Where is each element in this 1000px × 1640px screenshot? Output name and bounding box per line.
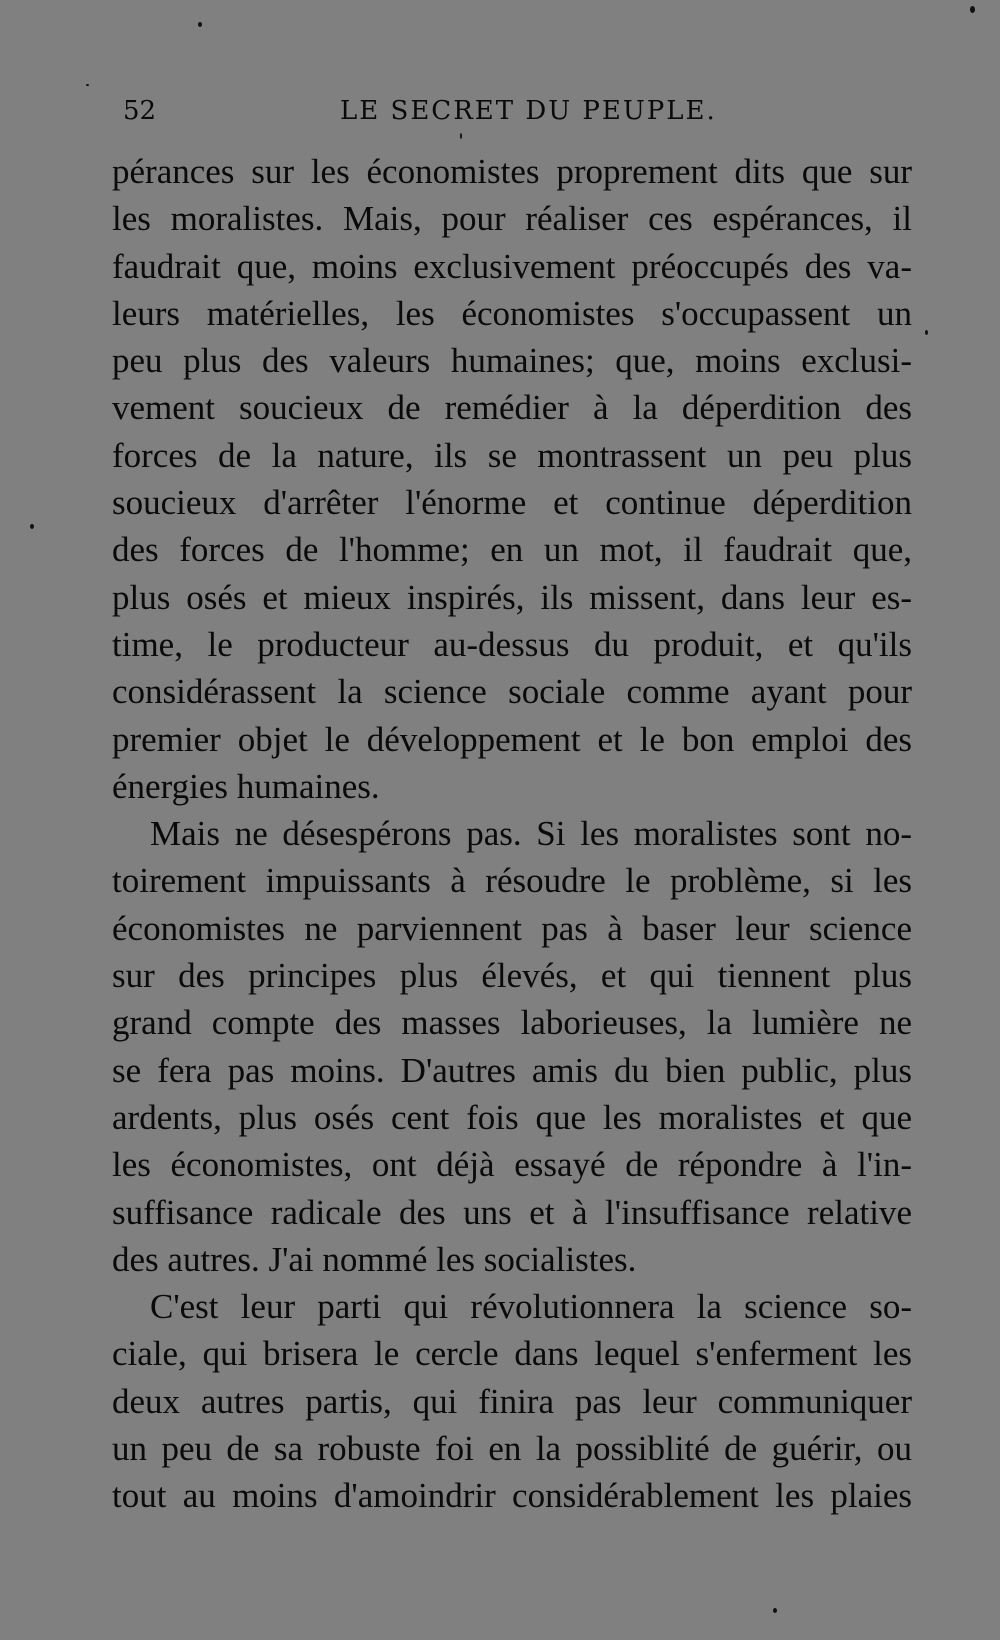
text-line: ardents, plus osés cent fois que les moralistes et que [112, 1097, 912, 1137]
print-speck [773, 1608, 777, 1613]
text-line: énergies humaines. [112, 766, 380, 806]
print-speck [925, 330, 928, 335]
text-line: se fera pas moins. D'autres amis du bien public, plus [112, 1050, 912, 1090]
text-line: suffisance radicale des uns et à l'insuffisance relative [112, 1192, 912, 1232]
body-text [112, 148, 912, 1520]
paragraph [112, 1283, 912, 1519]
print-speck [30, 524, 34, 529]
text-line: forces de la nature, ils se montrassent un peu plus [112, 435, 912, 475]
text-line: faudrait que, moins exclusivement préoccupés des va- [112, 246, 912, 286]
text-line: des forces de l'homme; en un mot, il faudrait que, [112, 530, 912, 570]
text-line: ciale, qui brisera le cercle dans lequel s'enferment les [112, 1334, 912, 1374]
text-line: les moralistes. Mais, pour réaliser ces espérances, il [112, 199, 912, 239]
text-line: time, le producteur au-dessus du produit, et qu'ils [112, 624, 912, 664]
text-line: sur des principes plus élevés, et qui tiennent plus [112, 956, 912, 996]
text-line: vement soucieux de remédier à la déperdition des [112, 388, 912, 428]
text-line: tout au moins d'amoindrir considérablement les plaies [112, 1476, 912, 1516]
running-title: LE SECRET DU PEUPLE. [340, 96, 717, 126]
text-line: les économistes, ont déjà essayé de répondre à l'in- [112, 1145, 912, 1185]
text-line: Mais ne désespérons pas. Si les moralistes sont no- [150, 814, 912, 854]
text-line: un peu de sa robuste foi en la possiblité de guérir, ou [112, 1429, 912, 1469]
paragraph [112, 148, 912, 810]
print-speck [198, 22, 202, 27]
text-line: soucieux d'arrêter l'énorme et continue déperdition [112, 483, 912, 523]
page-header [123, 96, 910, 136]
text-line: C'est leur parti qui révolutionnera la science so- [150, 1287, 912, 1327]
text-line: plus osés et mieux inspirés, ils missent, dans leur es- [112, 577, 912, 617]
page-number: 52 [123, 96, 157, 126]
text-line: considérassent la science sociale comme ayant pour [112, 672, 912, 712]
print-speck [970, 6, 975, 13]
text-line: leurs matérielles, les économistes s'occupassent un [112, 293, 912, 333]
paragraph [112, 810, 912, 1283]
text-line: toirement impuissants à résoudre le problème, si les [112, 861, 912, 901]
text-line: deux autres partis, qui finira pas leur communiquer [112, 1381, 912, 1421]
text-line: économistes ne parviennent pas à baser leur science [112, 908, 912, 948]
print-speck [86, 84, 89, 86]
text-line: peu plus des valeurs humaines; que, moins exclusi- [112, 341, 912, 381]
text-line: grand compte des masses laborieuses, la lumière ne [112, 1003, 912, 1043]
text-line: premier objet le développement et le bon emploi des [112, 719, 912, 759]
text-line: pérances sur les économistes proprement dits que sur [112, 152, 912, 191]
text-line: des autres. J'ai nommé les socialistes. [112, 1239, 637, 1279]
